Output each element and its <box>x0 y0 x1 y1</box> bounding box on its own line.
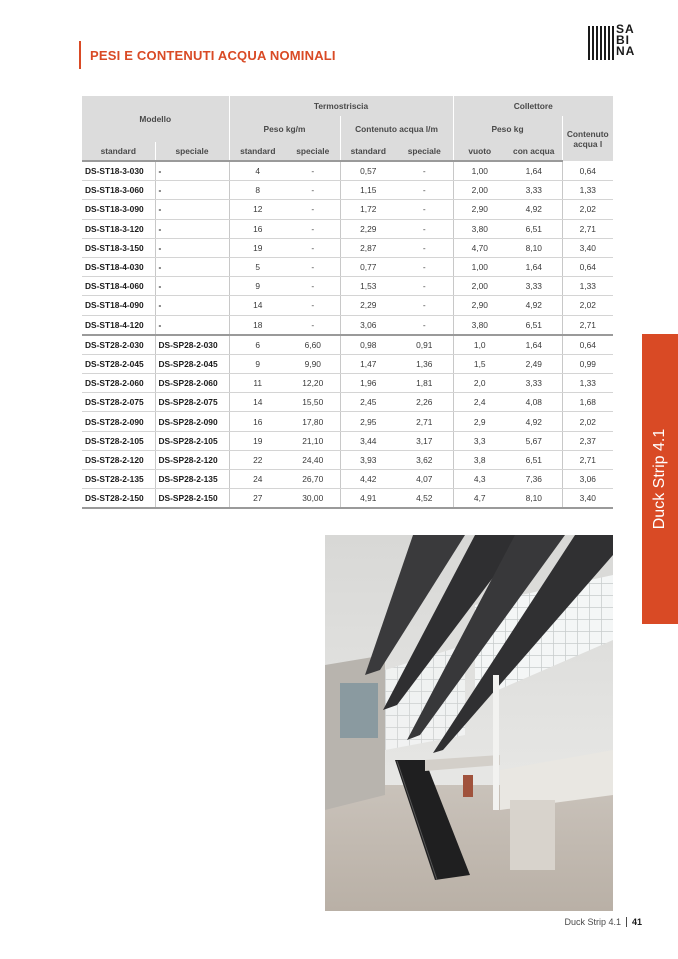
model-cell: - <box>155 219 229 238</box>
value-cell: 0,64 <box>562 161 613 181</box>
model-cell: DS-SP28-2-150 <box>155 489 229 509</box>
value-cell: 2,29 <box>340 219 396 238</box>
table-row <box>82 374 613 393</box>
header-collector-weight: Peso kg <box>453 116 562 142</box>
value-cell: 15,50 <box>286 393 340 412</box>
value-cell: 4,70 <box>453 238 506 257</box>
value-cell: - <box>396 219 453 238</box>
model-cell: DS-SP28-2-105 <box>155 431 229 450</box>
value-cell: 3,93 <box>340 450 396 469</box>
value-cell: 2,9 <box>453 412 506 431</box>
model-cell: DS-ST18-3-030 <box>82 161 155 181</box>
table-row <box>82 412 613 431</box>
value-cell: 14 <box>229 296 286 315</box>
value-cell: 24 <box>229 470 286 489</box>
value-cell: 14 <box>229 393 286 412</box>
value-cell: 3,06 <box>340 315 396 335</box>
table-row <box>82 277 613 296</box>
header-collector: Collettore <box>453 96 613 116</box>
value-cell: 4,08 <box>506 393 562 412</box>
value-cell: - <box>396 238 453 257</box>
value-cell: - <box>286 219 340 238</box>
value-cell: - <box>286 296 340 315</box>
value-cell: 4,3 <box>453 470 506 489</box>
value-cell: 9 <box>229 277 286 296</box>
model-cell: - <box>155 200 229 219</box>
model-cell: DS-SP28-2-030 <box>155 335 229 355</box>
table-row <box>82 431 613 450</box>
value-cell: 0,99 <box>562 354 613 373</box>
value-cell: 0,64 <box>562 257 613 276</box>
title-bar <box>79 41 336 69</box>
model-cell: DS-ST18-3-120 <box>82 219 155 238</box>
value-cell: 5,67 <box>506 431 562 450</box>
value-cell: 0,91 <box>396 335 453 355</box>
brand-logo <box>588 24 646 64</box>
value-cell: 4,92 <box>506 296 562 315</box>
model-cell: DS-ST18-3-090 <box>82 200 155 219</box>
value-cell: 4,92 <box>506 412 562 431</box>
value-cell: 1,5 <box>453 354 506 373</box>
table-row <box>82 257 613 276</box>
logo-line: NA <box>616 44 636 58</box>
value-cell: 1,64 <box>506 257 562 276</box>
value-cell: 2,71 <box>562 450 613 469</box>
value-cell: 3,40 <box>562 489 613 509</box>
col-header: con acqua <box>506 142 562 161</box>
model-cell: DS-ST28-2-045 <box>82 354 155 373</box>
value-cell: 7,36 <box>506 470 562 489</box>
model-cell: DS-SP28-2-075 <box>155 393 229 412</box>
header-collector-water: Contenuto acqua l <box>562 116 613 161</box>
table-row <box>82 354 613 373</box>
value-cell: 2,71 <box>396 412 453 431</box>
value-cell: 1,33 <box>562 181 613 200</box>
value-cell: 4,42 <box>340 470 396 489</box>
col-header: speciale <box>396 142 453 161</box>
value-cell: 1,36 <box>396 354 453 373</box>
value-cell: - <box>286 277 340 296</box>
model-cell: DS-ST28-2-120 <box>82 450 155 469</box>
header-strip-water: Contenuto acqua l/m <box>340 116 453 142</box>
value-cell: 18 <box>229 315 286 335</box>
value-cell: 17,80 <box>286 412 340 431</box>
logo-line: SA <box>616 22 635 36</box>
value-cell: - <box>286 161 340 181</box>
value-cell: 6,60 <box>286 335 340 355</box>
value-cell: - <box>286 200 340 219</box>
model-cell: DS-ST18-4-060 <box>82 277 155 296</box>
value-cell: 12,20 <box>286 374 340 393</box>
value-cell: 21,10 <box>286 431 340 450</box>
value-cell: 1,53 <box>340 277 396 296</box>
value-cell: 12 <box>229 200 286 219</box>
page-title: PESI E CONTENUTI ACQUA NOMINALI <box>90 47 336 63</box>
col-header: speciale <box>155 142 229 161</box>
col-header: speciale <box>286 142 340 161</box>
logo-stripes <box>588 26 614 60</box>
value-cell: 1,33 <box>562 277 613 296</box>
value-cell: 5 <box>229 257 286 276</box>
value-cell: 3,33 <box>506 181 562 200</box>
value-cell: 2,37 <box>562 431 613 450</box>
value-cell: 2,0 <box>453 374 506 393</box>
model-cell: - <box>155 296 229 315</box>
logo-letters <box>616 24 646 57</box>
value-cell: 0,64 <box>562 335 613 355</box>
model-cell: DS-SP28-2-135 <box>155 470 229 489</box>
value-cell: 2,26 <box>396 393 453 412</box>
model-cell: DS-ST28-2-135 <box>82 470 155 489</box>
value-cell: 3,33 <box>506 277 562 296</box>
value-cell: 16 <box>229 219 286 238</box>
col-header: standard <box>229 142 286 161</box>
col-header: standard <box>340 142 396 161</box>
value-cell: 19 <box>229 238 286 257</box>
value-cell: 19 <box>229 431 286 450</box>
value-cell: 2,29 <box>340 296 396 315</box>
value-cell: 2,00 <box>453 181 506 200</box>
value-cell: 2,4 <box>453 393 506 412</box>
value-cell: 1,33 <box>562 374 613 393</box>
value-cell: 4 <box>229 161 286 181</box>
value-cell: 3,33 <box>506 374 562 393</box>
value-cell: 1,68 <box>562 393 613 412</box>
interior-photo-illustration <box>325 535 613 911</box>
value-cell: - <box>396 296 453 315</box>
table-row <box>82 450 613 469</box>
value-cell: 9,90 <box>286 354 340 373</box>
value-cell: - <box>286 315 340 335</box>
value-cell: 4,91 <box>340 489 396 509</box>
header-model: Modello <box>82 96 229 142</box>
value-cell: 4,7 <box>453 489 506 509</box>
table-row <box>82 200 613 219</box>
value-cell: 2,00 <box>453 277 506 296</box>
value-cell: 2,71 <box>562 315 613 335</box>
value-cell: 2,45 <box>340 393 396 412</box>
value-cell: 27 <box>229 489 286 509</box>
value-cell: 30,00 <box>286 489 340 509</box>
value-cell: 6,51 <box>506 219 562 238</box>
value-cell: - <box>396 257 453 276</box>
side-tab-label: Duck Strip 4.1 <box>651 428 669 530</box>
model-cell: - <box>155 161 229 181</box>
value-cell: 4,07 <box>396 470 453 489</box>
value-cell: 11 <box>229 374 286 393</box>
value-cell: 3,80 <box>453 315 506 335</box>
value-cell: 1,15 <box>340 181 396 200</box>
value-cell: 2,02 <box>562 200 613 219</box>
value-cell: - <box>286 181 340 200</box>
value-cell: 1,72 <box>340 200 396 219</box>
value-cell: 2,95 <box>340 412 396 431</box>
value-cell: - <box>286 257 340 276</box>
value-cell: 4,52 <box>396 489 453 509</box>
model-cell: - <box>155 277 229 296</box>
value-cell: 2,71 <box>562 219 613 238</box>
value-cell: 2,87 <box>340 238 396 257</box>
header-strip-weight: Peso kg/m <box>229 116 340 142</box>
value-cell: 3,80 <box>453 219 506 238</box>
table-row <box>82 335 613 355</box>
value-cell: - <box>396 200 453 219</box>
interior-photo <box>325 535 613 911</box>
col-header: vuoto <box>453 142 506 161</box>
value-cell: 3,44 <box>340 431 396 450</box>
value-cell: 3,40 <box>562 238 613 257</box>
value-cell: 3,8 <box>453 450 506 469</box>
value-cell: 3,06 <box>562 470 613 489</box>
table-row <box>82 489 613 509</box>
value-cell: 3,3 <box>453 431 506 450</box>
model-cell: DS-ST28-2-090 <box>82 412 155 431</box>
value-cell: - <box>286 238 340 257</box>
value-cell: 1,0 <box>453 335 506 355</box>
value-cell: - <box>396 315 453 335</box>
value-cell: 8,10 <box>506 489 562 509</box>
value-cell: - <box>396 277 453 296</box>
table-row <box>82 181 613 200</box>
value-cell: 4,92 <box>506 200 562 219</box>
value-cell: 0,77 <box>340 257 396 276</box>
logo-line: BI <box>616 33 630 47</box>
weights-table <box>82 96 613 509</box>
table-row <box>82 161 613 181</box>
model-cell: DS-SP28-2-060 <box>155 374 229 393</box>
page-number: 41 <box>631 917 642 927</box>
model-cell: - <box>155 257 229 276</box>
model-cell: DS-ST28-2-030 <box>82 335 155 355</box>
value-cell: 0,98 <box>340 335 396 355</box>
model-cell: DS-ST18-3-150 <box>82 238 155 257</box>
value-cell: 6,51 <box>506 315 562 335</box>
footer-label: Duck Strip 4.1 <box>564 917 621 927</box>
header-strip: Termostriscia <box>229 96 453 116</box>
value-cell: 2,02 <box>562 296 613 315</box>
table-row <box>82 219 613 238</box>
table-row <box>82 393 613 412</box>
model-cell: DS-ST18-3-060 <box>82 181 155 200</box>
value-cell: 2,02 <box>562 412 613 431</box>
footer <box>564 917 642 927</box>
header-row-groups <box>82 96 613 116</box>
value-cell: 26,70 <box>286 470 340 489</box>
side-tab <box>642 334 678 624</box>
value-cell: 2,90 <box>453 200 506 219</box>
model-cell: DS-ST28-2-075 <box>82 393 155 412</box>
model-cell: DS-ST18-4-030 <box>82 257 155 276</box>
table-row <box>82 238 613 257</box>
table-body <box>82 161 613 508</box>
table-row <box>82 315 613 335</box>
model-cell: - <box>155 315 229 335</box>
model-cell: DS-SP28-2-045 <box>155 354 229 373</box>
value-cell: 1,47 <box>340 354 396 373</box>
model-cell: DS-ST18-4-120 <box>82 315 155 335</box>
value-cell: 8 <box>229 181 286 200</box>
model-cell: DS-SP28-2-090 <box>155 412 229 431</box>
value-cell: 2,49 <box>506 354 562 373</box>
footer-divider <box>626 917 627 927</box>
model-cell: - <box>155 181 229 200</box>
value-cell: 1,81 <box>396 374 453 393</box>
model-cell: DS-ST28-2-150 <box>82 489 155 509</box>
header-row-columns <box>82 142 613 161</box>
value-cell: 1,64 <box>506 161 562 181</box>
model-cell: DS-SP28-2-120 <box>155 450 229 469</box>
table-row <box>82 470 613 489</box>
model-cell: - <box>155 238 229 257</box>
value-cell: 16 <box>229 412 286 431</box>
value-cell: 6,51 <box>506 450 562 469</box>
value-cell: 3,17 <box>396 431 453 450</box>
value-cell: 22 <box>229 450 286 469</box>
value-cell: - <box>396 181 453 200</box>
value-cell: - <box>396 161 453 181</box>
value-cell: 1,96 <box>340 374 396 393</box>
value-cell: 0,57 <box>340 161 396 181</box>
value-cell: 9 <box>229 354 286 373</box>
value-cell: 2,90 <box>453 296 506 315</box>
model-cell: DS-ST18-4-090 <box>82 296 155 315</box>
table-row <box>82 296 613 315</box>
value-cell: 6 <box>229 335 286 355</box>
col-header: standard <box>82 142 155 161</box>
value-cell: 1,00 <box>453 161 506 181</box>
value-cell: 1,64 <box>506 335 562 355</box>
model-cell: DS-ST28-2-060 <box>82 374 155 393</box>
model-cell: DS-ST28-2-105 <box>82 431 155 450</box>
value-cell: 8,10 <box>506 238 562 257</box>
value-cell: 3,62 <box>396 450 453 469</box>
value-cell: 24,40 <box>286 450 340 469</box>
value-cell: 1,00 <box>453 257 506 276</box>
